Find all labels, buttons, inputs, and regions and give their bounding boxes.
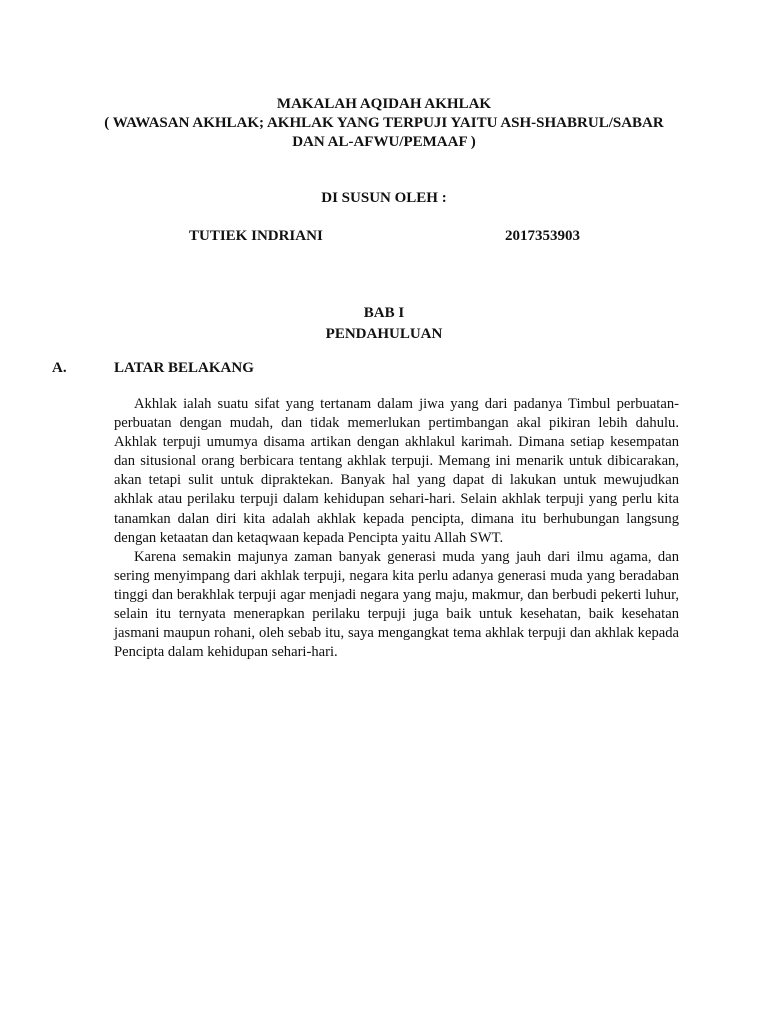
section-title: LATAR BELAKANG [114, 360, 254, 376]
document-title: MAKALAH AQIDAH AKHLAK [276, 96, 492, 112]
chapter-label: BAB I [363, 305, 405, 321]
chapter-title: PENDAHULUAN [325, 326, 443, 342]
document-subtitle-line2: DAN AL-AFWU/PEMAAF ) [292, 134, 476, 150]
author-id: 2017353903 [505, 228, 580, 244]
title-block [0, 95, 768, 152]
author-name: TUTIEK INDRIANI [189, 228, 323, 244]
paragraph: Akhlak ialah suatu sifat yang tertanam dalam jiwa yang dari padanya Timbul perbuatan-perbuatan dengan mudah, dan tidak memerlukan pertimbangan akal pikiran lebih dahulu. Akhlak terpuji umumya disama artikan dengan akhlakul karimah. Dimana setiap kesempatan dan situsional orang berbicara tentang akhlak terpuji. Memang ini menarik untuk dibicarakan, akan tetapi sulit untuk dipraktekan. Banyak hal yang dapat di lakukan untuk mewujudkan akhlak atau perilaku terpuji dalam kehidupan sehari-hari. Selain akhlak terpuji yang perlu kita tanamkan dalan diri kita adalah akhlak kepada pencipta, dimana itu berhubungan langsung dengan ketaatan dan ketaqwaan kepada Pencipta yaitu Allah SWT. [114, 396, 679, 546]
section-body [114, 395, 679, 662]
document-subtitle-line1: ( WAWASAN AKHLAK; AKHLAK YANG TERPUJI YAITU ASH-SHABRUL/SABAR [104, 115, 664, 131]
chapter-heading [0, 303, 768, 345]
compiled-by-label: DI SUSUN OLEH : [321, 190, 447, 206]
section-letter: A. [52, 360, 67, 376]
paragraph: Karena semakin majunya zaman banyak generasi muda yang jauh dari ilmu agama, dan sering menyimpang dari akhlak terpuji, negara kita perlu adanya generasi muda yang beradaban tinggi dan berakhlak terpuji agar menjadi negara yang maju, makmur, dan berbudi pekerti luhur, selain itu ternyata menerapkan perilaku terpuji juga baik untuk kesehatan, baik kesehatan jasmani maupun rohani, oleh sebab itu, saya mengangkat tema akhlak terpuji dan akhlak kepada Pencipta dalam kehidupan sehari-hari. [114, 548, 679, 661]
